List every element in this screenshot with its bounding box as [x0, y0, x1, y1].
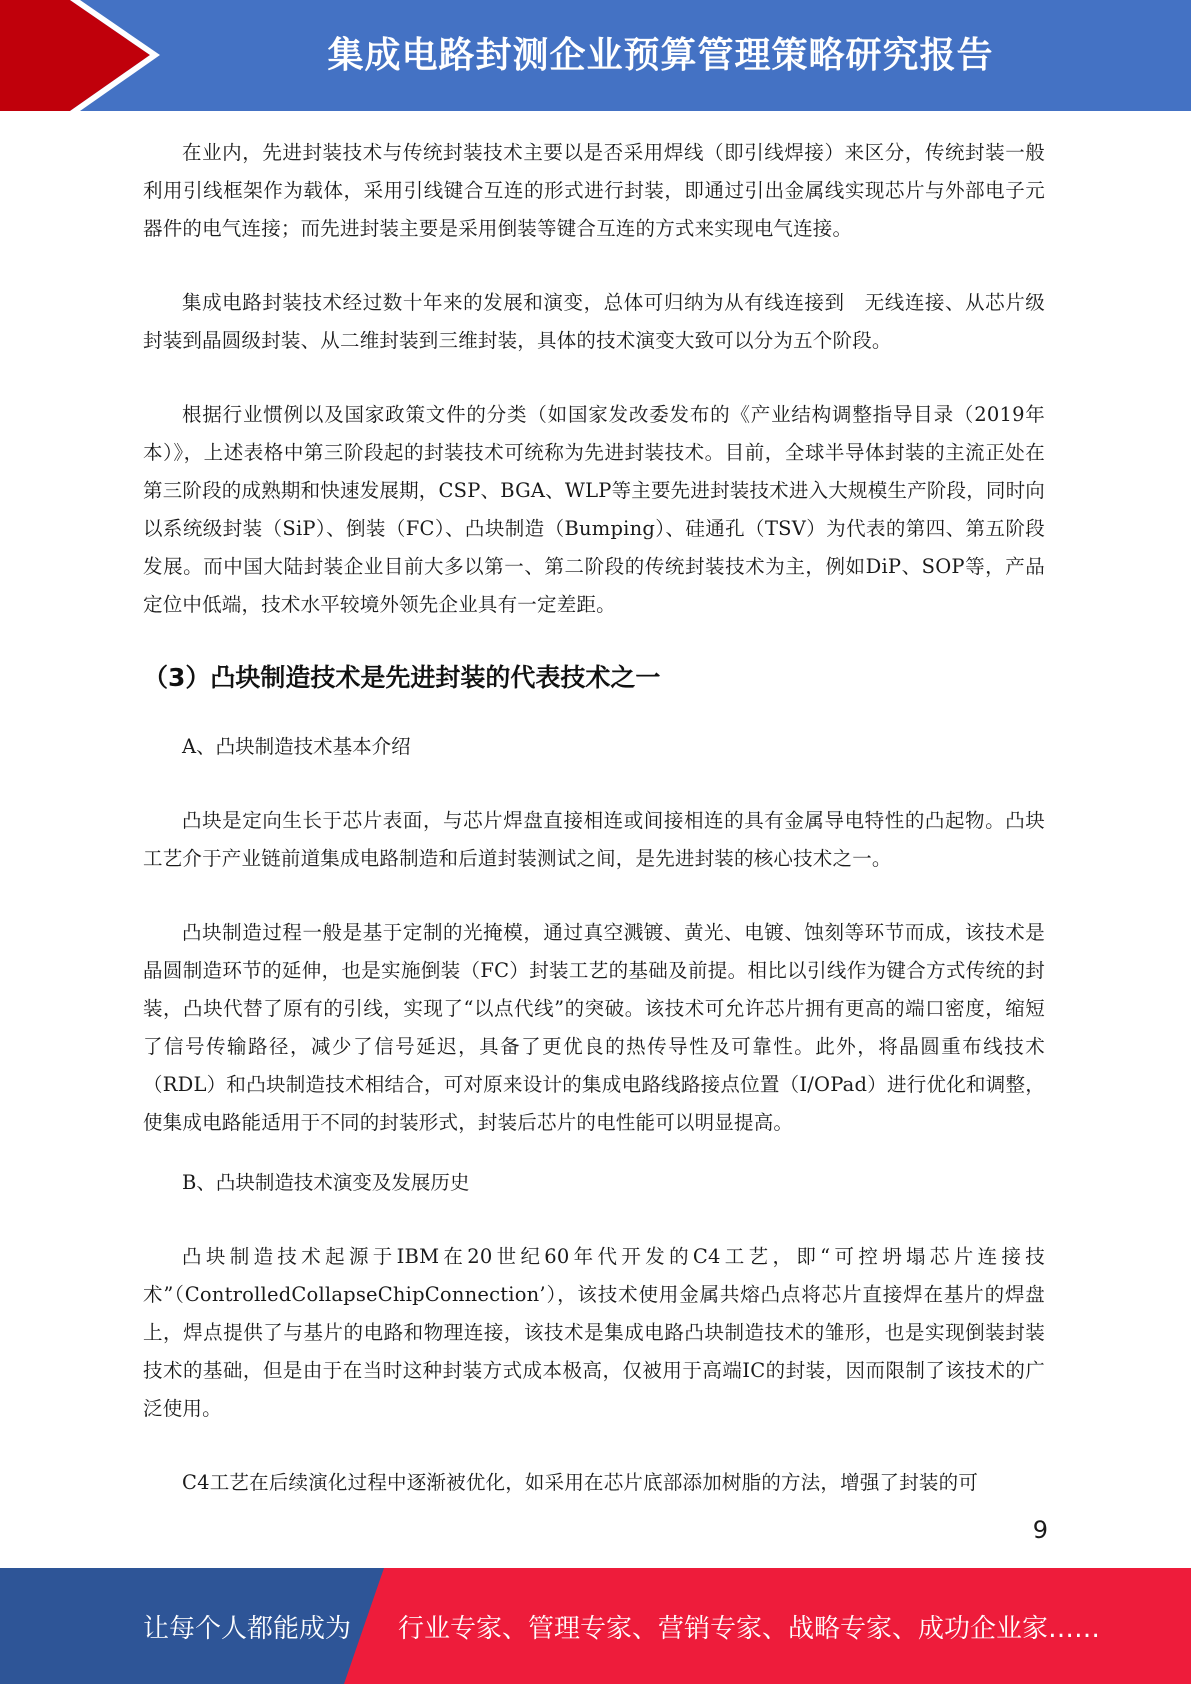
subsection-a-title: A、凸块制造技术基本介绍	[182, 735, 411, 758]
footer-slogan-right: 行业专家、管理专家、营销专家、战略专家、成功企业家……	[398, 1613, 1101, 1644]
paragraph-c4-evolution: C4工艺在后续演化过程中逐渐被优化，如采用在芯片底部添加树脂的方法，增强了封装的可	[182, 1471, 979, 1494]
paragraph-advanced-packaging-status: 根据行业惯例以及国家政策文件的分类（如国家发改委发布的《产业结构调整指导目录（2019年本）》，上述表格中第三阶段起的封装技术可统称为先进封装技术。目前，全球半导体封装的主流正处在第三阶段的成熟期和快速发展期，CSP、BGA、WLP等主要先进封装技术进入大规模生产阶段，同时向以系统级封装（SiP）、倒装（FC）、凸块制造（Bumping）、硅通孔（TSV）为代表的第四、第五阶段发展。而中国大陆封装企业目前大多以第一、第二阶段的传统封装技术为主，例如DiP、SOP等，产品定位中低端，技术水平较境外领先企业具有一定差距。	[143, 403, 1045, 616]
paragraph-bump-history: 凸块制造技术起源于IBM在20世纪60年代开发的C4工艺，即“可控坍塌芯片连接技术”（ControlledCollapseChipConnection’），该技术使用金属共熔凸点将芯片直接焊在基片的焊盘上，焊点提供了与基片的电路和物理连接，该技术是集成电路凸块制造技术的雏形，也是实现倒装封装技术的基础，但是由于在当时这种封装方式成本极高，仅被用于高端IC的封装，因而限制了该技术的广泛使用。	[143, 1245, 1045, 1420]
footer-slogan-left: 让每个人都能成为	[143, 1613, 352, 1644]
paragraph-packaging-distinction: 在业内，先进封装技术与传统封装技术主要以是否采用焊线（即引线焊接）来区分，传统封装一般利用引线框架作为载体，采用引线键合互连的形式进行封装，即通过引出金属线实现芯片与外部电子元器件的电气连接；而先进封装主要是采用倒装等键合互连的方式来实现电气连接。	[143, 141, 1045, 240]
paragraph-bump-process: 凸块制造过程一般是基于定制的光掩模，通过真空溅镀、黄光、电镀、蚀刻等环节而成，该技术是晶圆制造环节的延伸，也是实施倒装（FC）封装工艺的基础及前提。相比以引线作为键合方式传统的封装，凸块代替了原有的引线，实现了“以点代线”的突破。该技术可允许芯片拥有更高的端口密度，缩短了信号传输路径，减少了信号延迟，具备了更优良的热传导性及可靠性。此外，将晶圆重布线技术（RDL）和凸块制造技术相结合，可对原来设计的集成电路线路接点位置（I/OPad）进行优化和调整，使集成电路能适用于不同的封装形式，封装后芯片的电性能可以明显提高。	[143, 921, 1045, 1134]
page-header	[0, 0, 1191, 111]
section-heading: （3）凸块制造技术是先进封装的代表技术之一	[143, 663, 661, 692]
document-body	[143, 134, 1045, 1502]
page-number: 9	[1032, 1516, 1048, 1544]
paragraph-packaging-evolution: 集成电路封装技术经过数十年来的发展和演变，总体可归纳为从有线连接到 无线连接、从芯片级封装到晶圆级封装、从二维封装到三维封装，具体的技术演变大致可以分为五个阶段。	[143, 291, 1045, 352]
subsection-b-title: B、凸块制造技术演变及发展历史	[182, 1171, 470, 1194]
page-title: 集成电路封测企业预算管理策略研究报告	[327, 34, 994, 76]
paragraph-bump-definition: 凸块是定向生长于芯片表面，与芯片焊盘直接相连或间接相连的具有金属导电特性的凸起物。凸块工艺介于产业链前道集成电路制造和后道封装测试之间，是先进封装的核心技术之一。	[143, 809, 1045, 870]
page-footer	[0, 1568, 1191, 1684]
header-chevron-decoration	[0, 0, 160, 111]
